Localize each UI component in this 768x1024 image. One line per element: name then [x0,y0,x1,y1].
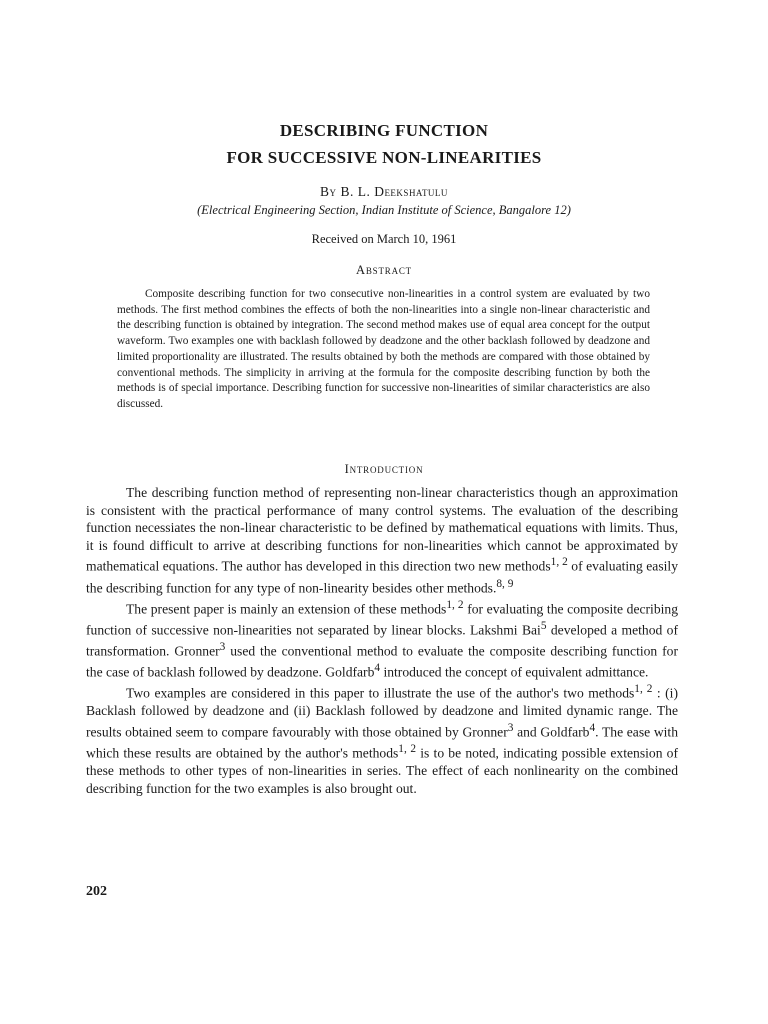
received-date: Received on March 10, 1961 [311,232,457,246]
citation: 4 [374,662,381,674]
citation: 3 [507,721,514,734]
citation: 5 [540,619,547,632]
introduction-body [86,484,678,797]
title-line-1: DESCRIBING FUNCTION [279,121,489,140]
introduction-heading: Introduction [344,462,424,476]
citation: 1, 2 [634,683,653,696]
citation: 1, 2 [446,598,464,611]
intro-paragraph-1: The describing function method of representing non-linear characteristics though an approximation is consistent with the practical performance of many control systems. The evaluation of the describing function necessiates the non-linear characteristic to be defined by mathematical equations with limits. Thus, it is found difficult to arrive at describing functions for non-linearities which cannot be approximated by mathematical equations. The author has developed in this direction two new methods$^{1, 2}$ of evaluating easily the describing function for any type of non-linearity besides other methods.$^{8, 9}$ [86,485,678,596]
citation: 4 [589,721,596,734]
abstract-heading: Abstract [356,263,412,277]
intro-paragraph-2: The present paper is mainly an extension of these methods$^{1, 2}$ for evaluating the composite decribing function of successive non-linearities not separated by linear blocks. Lakshmi Bai$^5$ developed a method of transformation. Gronner$^3$ used the conventional method to evaluate the composite describing function for the case of backlash followed by deadzone. Goldfarb$^4$ introduced the concept of equivalent admittance. [86,598,679,680]
page-number: 202 [86,884,107,899]
citation: 3 [219,640,226,653]
title-line-2: FOR SUCCESSIVE NON-LINEARITIES [226,148,542,167]
author-name: B. L. Deekshatulu [340,184,448,199]
author-by: By [320,184,337,199]
intro-paragraph-3: Two examples are considered in this paper to illustrate the use of the author's two methods$^{1, 2}$ : (i) Backlash followed by deadzone and (ii) Backlash followed by deadzone and limited dynamic range. The results obtained seem to compare favourably with those obtained by Gronner$^3$ and Goldfarb$^4$. The ease with which these results are obtained by the author's methods$^{1, 2}$ is to be noted, indicating possible extension of these methods to other types of non-linearities in series. The effect of each nonlinearity on the combined describing function for the two examples is also brought out. [86,683,679,796]
abstract-body [117,287,650,413]
citation: 1, 2 [550,556,568,569]
author-affiliation: (Electrical Engineering Section, Indian Institute of Science, Bangalore 12) [197,203,571,217]
citation: 1, 2 [398,742,417,755]
author-line [0,184,768,200]
abstract-text: Composite describing function for two consecutive non-linearities in a control system are evaluated by two methods. The first method combines the effects of both the non-linearities into a single non-linear characteristic and the describing function is obtained by integration. The second method makes use of equal area concept for the output waveform. Two examples one with backlash followed by deadzone and the other backlash followed by deadzone and limited proportionality are illustrated. The results obtained by both the methods are compared with those obtained by conventional methods. The simplicity in arriving at the formula for the composite describing function by both the methods is of special importance. Describing function for successive non-linearities of similar characteristics are also discussed. [117,288,650,410]
citation: 8, 9 [496,577,514,590]
